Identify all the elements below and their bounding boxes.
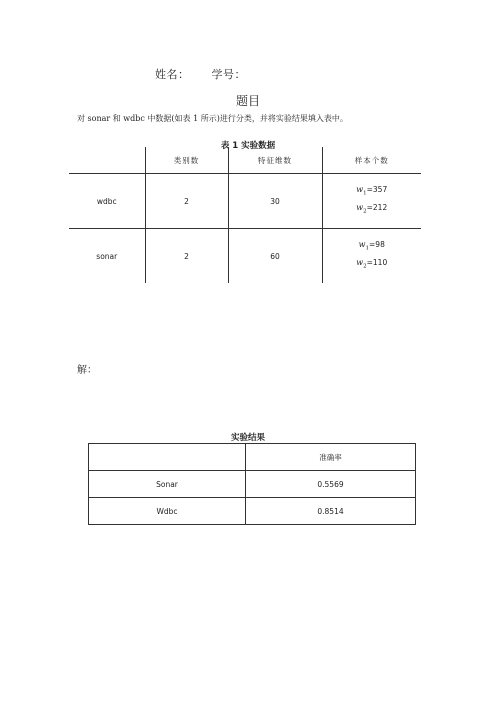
- feature-count: 30: [228, 174, 322, 229]
- table-row: [89, 471, 416, 498]
- table-header-row: [89, 444, 416, 471]
- table-row: [69, 229, 421, 284]
- sample-line: $w_2=212$: [356, 203, 388, 215]
- name-label: 姓名：: [155, 68, 190, 81]
- feature-count: 60: [228, 229, 322, 284]
- results-table: [88, 443, 416, 525]
- student-id-label: 学号：: [211, 68, 246, 81]
- accuracy-value: 0.8514: [246, 498, 416, 525]
- sample-count: [322, 174, 421, 229]
- table1-caption: 表 1 实验数据: [220, 141, 276, 151]
- accuracy-value: 0.5569: [246, 471, 416, 498]
- class-count: 2: [145, 229, 228, 284]
- sample-line: $w_1=98$: [358, 240, 385, 252]
- table-row: [69, 174, 421, 229]
- header-cell-empty: [89, 444, 246, 471]
- header-cell-samples: 样本个数: [354, 155, 389, 165]
- page-title: 题目: [235, 94, 260, 108]
- results-caption: 实验结果: [230, 433, 265, 443]
- sample-count: [322, 229, 421, 284]
- table-header-row: [69, 147, 421, 174]
- sample-line: $w_1=357$: [356, 185, 388, 197]
- dataset-name: Wdbc: [89, 498, 246, 525]
- header-cell-accuracy: 准确率: [246, 444, 416, 471]
- header-cell-classes: 类别数: [145, 147, 228, 174]
- dataset-name: wdbc: [69, 174, 145, 229]
- header-cell-empty: [69, 147, 145, 174]
- solution-label: 解：: [77, 365, 97, 376]
- dataset-name: sonar: [69, 229, 145, 284]
- intro-text: 对 sonar 和 wdbc 中数据(如表 1 所示)进行分类，并将实验结果填入表中。: [77, 114, 348, 123]
- dataset-name: Sonar: [89, 471, 246, 498]
- data-table: [69, 147, 421, 283]
- student-info: [155, 66, 264, 82]
- sample-line: $w_2=110$: [356, 258, 388, 270]
- header-cell-features: 特征维数: [228, 147, 322, 174]
- table-row: [89, 498, 416, 525]
- class-count: 2: [145, 174, 228, 229]
